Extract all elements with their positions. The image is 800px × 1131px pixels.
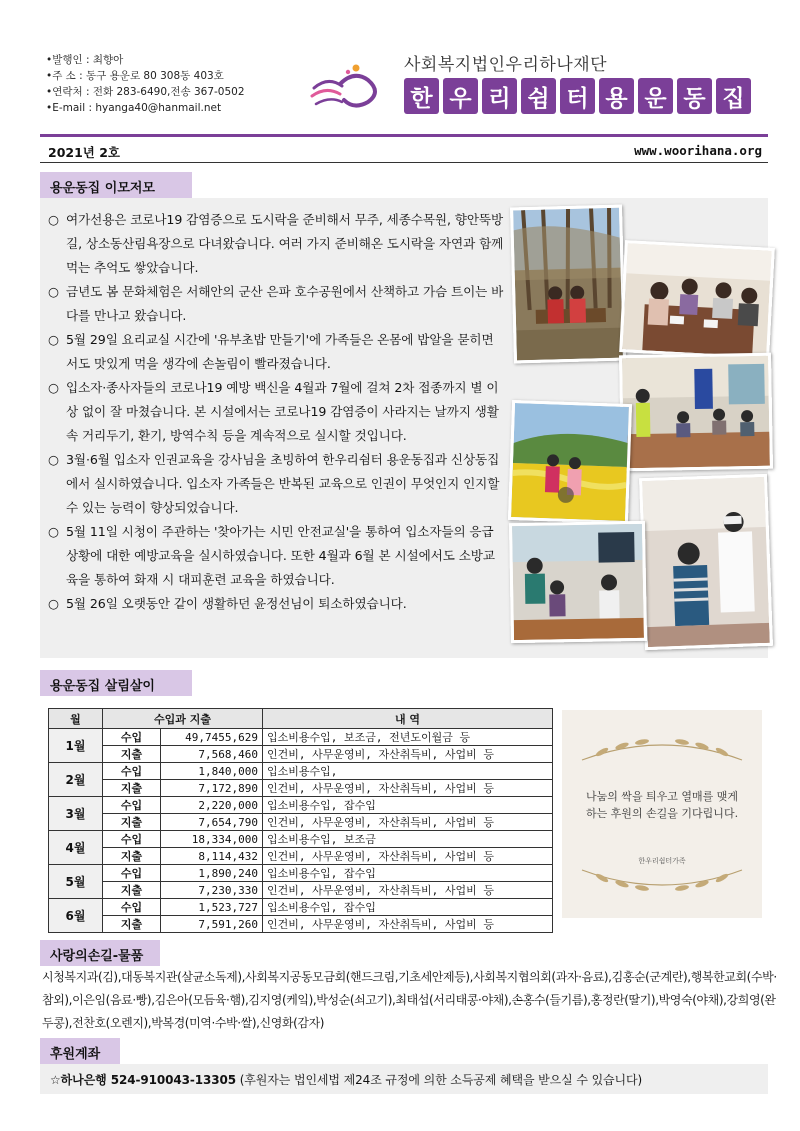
website-link[interactable]: www.woorihana.org — [634, 143, 762, 158]
table-row — [49, 814, 553, 831]
title-char: 리 — [482, 78, 517, 114]
expense-detail: 인건비, 사무운영비, 자산취득비, 사업비 등 — [263, 780, 553, 797]
title-char: 터 — [560, 78, 595, 114]
income-amount: 1,840,000 — [161, 763, 263, 780]
month-cell: 6월 — [49, 899, 103, 933]
income-label: 수입 — [103, 763, 161, 780]
list-item: ○ 5월 29일 요리교실 시간에 '유부초밥 만들기'에 가족들은 온몸에 밥알을 묻히면서도 맛있게 먹을 생각에 손놀림이 빨라졌습니다. — [48, 328, 504, 376]
foundation-logo-icon — [310, 62, 386, 112]
table-row — [49, 797, 553, 814]
column-header-amount: 수입과 지출 — [103, 709, 263, 729]
divider — [40, 162, 768, 163]
title-char: 집 — [716, 78, 751, 114]
income-detail: 입소비용수입, 잡수입 — [263, 797, 553, 814]
table-header-row — [49, 709, 553, 729]
income-detail: 입소비용수입, 보조금, 전년도이월금 등 — [263, 729, 553, 746]
photo-outing-park — [510, 205, 626, 364]
income-label: 수입 — [103, 797, 161, 814]
month-cell: 4월 — [49, 831, 103, 865]
org-name: 사회복지법인우리하나재단 — [404, 55, 608, 75]
income-amount: 2,220,000 — [161, 797, 263, 814]
publisher-info — [46, 52, 245, 116]
donation-appeal-card — [562, 710, 762, 918]
photo-flower-garden — [508, 400, 632, 524]
expense-amount: 7,568,460 — [161, 746, 263, 763]
income-amount: 1,523,727 — [161, 899, 263, 916]
section-title-finance: 용운동집 살림살이 — [40, 670, 192, 696]
issue-bar — [40, 140, 768, 162]
email-line[interactable]: •E-mail : hyanga40@hanmail.net — [46, 102, 222, 114]
title-char: 동 — [677, 78, 712, 114]
photo-collage — [508, 204, 770, 644]
section-title-news: 용운동집 이모저모 — [40, 172, 192, 198]
income-label: 수입 — [103, 729, 161, 746]
list-item: ○ 5월 26일 오랫동안 같이 생활하던 윤정선님이 퇴소하였습니다. — [48, 592, 504, 616]
expense-amount: 7,172,890 — [161, 780, 263, 797]
expense-label: 지출 — [103, 848, 161, 865]
income-amount: 1,890,240 — [161, 865, 263, 882]
divider — [40, 134, 768, 137]
expense-label: 지출 — [103, 746, 161, 763]
column-header-month: 월 — [49, 709, 103, 729]
income-detail: 입소비용수입, 보조금 — [263, 831, 553, 848]
photo-safety-class — [619, 353, 773, 472]
list-item: ○ 3월·6월 입소자 인권교육을 강사님을 초빙하여 한우리쉼터 용운동집과 신상동집에서 실시하였습니다. 입소자 가족들은 반복된 교육으로 인권이 무엇인지 인지할 수 있는 능력이 향상되었습니다. — [48, 448, 504, 520]
title-char: 운 — [638, 78, 673, 114]
title-char: 용 — [599, 78, 634, 114]
table-row — [49, 882, 553, 899]
table-row — [49, 831, 553, 848]
title-char: 쉼 — [521, 78, 556, 114]
contact-line: •연락처 : 전화 283-6490,전송 367-0502 — [46, 86, 245, 98]
table-row — [49, 780, 553, 797]
column-header-detail: 내 역 — [263, 709, 553, 729]
list-item: ○ 5월 11일 시청이 주관하는 '찾아가는 시민 안전교실'을 통하여 입소자들의 응급상황에 대한 예방교육을 실시하였습니다. 또한 4월과 6월 본 시설에서도 소방교육을 통하여 화재 시 대피훈련 교육을 하였습니다. — [48, 520, 504, 592]
expense-label: 지출 — [103, 814, 161, 831]
table-row — [49, 763, 553, 780]
expense-label: 지출 — [103, 882, 161, 899]
tax-deduction-note: (후원자는 법인세법 제24조 규정에 의한 소득공제 혜택을 받으실 수 있습니다) — [239, 1073, 643, 1087]
publisher-line: •발행인 : 최향아 — [46, 54, 124, 66]
finance-table — [48, 708, 553, 933]
donor-list: 시청복지과(김),대동복지관(살균소독제),사회복지공동모금회(핸드크림,기초세안제등),사회복지협의회(과자·음료),김홍순(군계란),행복한교회(수박·참외),이은임(음료·빵),김은아(모듬육·햄),김지영(케잌),박성순(쇠고기),최태섭(서리태콩·야채),손홍수(들기름),홍정란(딸기),박영숙(야채),강희영(완두콩),전찬호(오렌지),박복경(미역·수박·쌀),신영화(감자) — [42, 970, 777, 1030]
expense-amount: 7,654,790 — [161, 814, 263, 831]
list-item: ○ 여가선용은 코로나19 감염증으로 도시락을 준비해서 무주, 세종수목원, 향안뚝방길, 상소동산림욕장으로 다녀왔습니다. 여러 가지 준비해온 도시락을 자연과 함께 먹는 추억도 쌓았습니다. — [48, 208, 504, 280]
title-char: 한 — [404, 78, 439, 114]
expense-detail: 인건비, 사무운영비, 자산취득비, 사업비 등 — [263, 916, 553, 933]
expense-detail: 인건비, 사무운영비, 자산취득비, 사업비 등 — [263, 746, 553, 763]
appeal-text: 나눔의 싹을 틔우고 열매를 맺게 하는 후원의 손길을 기다립니다. — [585, 790, 739, 820]
expense-amount: 7,591,260 — [161, 916, 263, 933]
title-char: 우 — [443, 78, 478, 114]
expense-label: 지출 — [103, 916, 161, 933]
table-row — [49, 916, 553, 933]
income-detail: 입소비용수입, 잡수입 — [263, 899, 553, 916]
section-title-donations: 사랑의손길-물품 — [40, 940, 160, 966]
expense-amount: 7,230,330 — [161, 882, 263, 899]
expense-detail: 인건비, 사무운영비, 자산취득비, 사업비 등 — [263, 882, 553, 899]
news-list — [48, 208, 504, 616]
income-detail: 입소비용수입, 잡수입 — [263, 865, 553, 882]
address-line: •주 소 : 동구 용운로 80 308동 403호 — [46, 70, 224, 82]
table-row — [49, 746, 553, 763]
income-amount: 18,334,000 — [161, 831, 263, 848]
month-cell: 1월 — [49, 729, 103, 763]
income-detail: 입소비용수입, — [263, 763, 553, 780]
month-cell: 3월 — [49, 797, 103, 831]
table-row — [49, 848, 553, 865]
table-row — [49, 729, 553, 746]
bank-account-box — [40, 1064, 768, 1094]
expense-amount: 8,114,432 — [161, 848, 263, 865]
table-row — [49, 865, 553, 882]
expense-detail: 인건비, 사무운영비, 자산취득비, 사업비 등 — [263, 848, 553, 865]
photo-education — [509, 521, 647, 643]
section-title-account: 후원계좌 — [40, 1038, 120, 1064]
month-cell: 5월 — [49, 865, 103, 899]
expense-detail: 인건비, 사무운영비, 자산취득비, 사업비 등 — [263, 814, 553, 831]
income-amount: 49,7455,629 — [161, 729, 263, 746]
income-label: 수입 — [103, 831, 161, 848]
income-label: 수입 — [103, 899, 161, 916]
photo-vaccination — [639, 474, 773, 650]
bank-account-number: ☆하나은행 524-910043-13305 — [50, 1073, 236, 1087]
expense-label: 지출 — [103, 780, 161, 797]
issue-number: 2021년 2호 — [48, 145, 120, 160]
newsletter-title — [404, 78, 751, 114]
table-row — [49, 899, 553, 916]
list-item: ○ 금년도 봄 문화체험은 서해안의 군산 은파 호수공원에서 산책하고 가슴 트이는 바다를 만나고 왔습니다. — [48, 280, 504, 328]
photo-cooking-class — [619, 240, 775, 360]
appeal-signature: 한우리쉼터가족 — [638, 857, 686, 865]
income-label: 수입 — [103, 865, 161, 882]
masthead — [0, 0, 800, 140]
list-item: ○ 입소자·종사자들의 코로나19 예방 백신을 4월과 7월에 걸쳐 2차 접종까지 별 이상 없이 잘 마쳤습니다. 본 시설에서는 코로나19 감염증이 사라지는 날까지 생활속 거리두기, 환기, 방역수칙 등을 계속적으로 실시할 것입니다. — [48, 376, 504, 448]
month-cell: 2월 — [49, 763, 103, 797]
